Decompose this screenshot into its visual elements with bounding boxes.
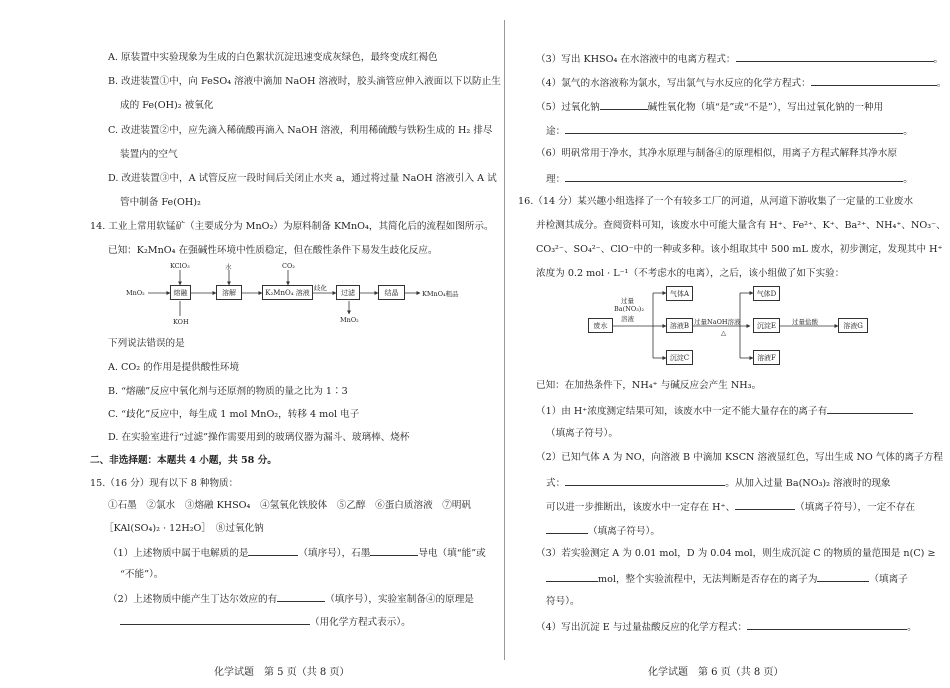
q16-part2-line4: （填离子符号）。 [546, 523, 660, 538]
q16-part1-line1: （1）由 H⁺浓度测定结果可知，该废水中一定不能大量存在的离子有 [536, 403, 913, 418]
flow-waste-box: 废水 [588, 318, 613, 333]
q13-option-a: A. 原装置中实验现象为生成的白色絮状沉淀迅速变成灰绿色，最终变成红褐色 [108, 52, 438, 63]
q16-stem-line3: CO₃²⁻、SO₄²⁻、ClO⁻中的一种或多种。该小组取其中 500 mL 废水，初步测定，发现其中 H⁺ [536, 244, 943, 255]
flow-heat-label: △ [721, 329, 726, 337]
q16-known: 已知：在加热条件下，NH₄⁺ 与碱反应会产生 NH₃。 [536, 380, 762, 391]
q16-part3-line2: mol，整个实验流程中，无法判断是否存在的离子为 （填离子 [546, 571, 908, 586]
answer-blank[interactable] [827, 403, 913, 414]
q15-stem: 15.（16 分）现有以下 8 种物质： [90, 478, 239, 489]
flow-precipitate-c-box: 沉淀C [666, 350, 693, 365]
q16-part1-line2: （填离子符号）。 [546, 428, 618, 439]
q15-part1-line1: （1）上述物质中属于电解质的是 （填序号），石墨 导电（填“能”或 [108, 545, 486, 560]
q13-option-c-line1: C. 改进装置②中，应先滴入稀硫酸再滴入 NaOH 溶液，利用稀硫酸与铁粉生成的 H₂ 排尽 [108, 125, 493, 136]
q13-option-c-line2: 装置内的空气 [120, 149, 178, 160]
q15-part5-line1: （5）过氧化钠 碱性氧化物（填“是”或“不是”），写出过氧化钠的一种用 [536, 99, 883, 114]
q14-stem-line1: 14. 工业上常用软锰矿（主要成分为 MnO₂）为原料制备 KMnO₄，其简化后的流程如图所示。 [90, 221, 494, 232]
flow-naoh-label: 过量NaOH溶液 [694, 318, 741, 326]
q14-option-a: A. CO₂ 的作用是提供酸性环境 [108, 362, 240, 373]
flow-k2mno4-box: K₂MnO₄ 溶液 [262, 285, 313, 300]
q13-option-d-line2: 管中制备 Fe(OH)₂ [120, 197, 201, 208]
q14-option-c: C. “歧化”反应中，每生成 1 mol MnO₂，转移 4 mol 电子 [108, 409, 360, 420]
flow-solution-g-box: 溶液G [838, 318, 868, 333]
q16-stem-line2: 并检测其成分。查阅资料可知，该废水中可能大量含有 H⁺、Fe²⁺、K⁺、Ba²⁺、NH₄⁺、NO₃⁻、 [536, 220, 946, 231]
q15-list-line2: ［KAl(SO₄)₂ · 12H₂O］ ⑧过氧化钠 [104, 523, 264, 534]
flow-product-label: KMnO₄粗品 [422, 290, 459, 298]
q16-part2-line2: 式： 。从加入过量 Ba(NO₃)₂ 溶液时的现象 [546, 475, 891, 490]
q15-part1-line2: “不能”）。 [120, 569, 164, 580]
q13-option-b-line2: 成的 Fe(OH)₂ 被氧化 [120, 100, 214, 111]
q13-option-b-line1: B. 改进装置①中，向 FeSO₄ 溶液中滴加 NaOH 溶液时，胶头滴管应伸入液面以下以防止生 [108, 76, 501, 87]
section-2-heading: 二、非选择题：本题共 4 小题，共 58 分。 [90, 455, 277, 466]
q15-part5-line2: 途： 。 [546, 123, 913, 138]
flow-kclo3-label: KClO₃ [170, 262, 190, 270]
q14-stem-line2: 已知：K₂MnO₄ 在强碱性环境中性质稳定，但在酸性条件下易发生歧化反应。 [108, 245, 438, 256]
q13-option-d-line1: D. 改进装置③中，A 试管反应一段时间后关闭止水夹 a，通过将过量 NaOH 溶液引入 A 试 [108, 173, 497, 184]
page-divider [504, 20, 505, 660]
answer-blank[interactable] [565, 475, 725, 486]
right-page [508, 0, 950, 688]
flow-water-label: 水 [225, 263, 232, 271]
q16-part3-line1: （3）若实验测定 A 为 0.01 mol，D 为 0.04 mol，则生成沉淀 C 的物质的量范围是 n(C) ≥ [536, 548, 936, 559]
answer-blank[interactable] [735, 499, 795, 510]
q16-part2-line3: 可以进一步推断出，该废水中一定存在 H⁺、 （填离子符号），一定不存在 [546, 499, 915, 514]
q16-stem-line1: 16.（14 分）某兴趣小组选择了一个有较多工厂的河道，从河道下游收集了一定量的工业废水 [518, 196, 914, 207]
answer-blank[interactable] [546, 571, 598, 582]
q15-part2-line2: （用化学方程式表示）。 [120, 614, 411, 629]
q16-part4: （4）写出沉淀 E 与过量盐酸反应的化学方程式： 。 [536, 619, 917, 634]
answer-blank[interactable] [370, 545, 418, 556]
flow-koh-label: KOH [173, 318, 189, 326]
answer-blank[interactable] [120, 614, 310, 625]
flow-melt-box: 熔融 [170, 285, 191, 300]
flow-disprop-label: 歧化 [314, 284, 327, 292]
q15-part4: （4）氯气的水溶液称为氯水，写出氯气与水反应的化学方程式： 。 [536, 75, 946, 90]
flow-reagent-solution: 溶液 [621, 315, 634, 323]
q15-list-line1: ①石墨 ②氯水 ③熔融 KHSO₄ ④氢氧化铁胶体 ⑤乙醇 ⑥蛋白质溶液 ⑦明矾 [108, 500, 472, 511]
answer-blank[interactable] [248, 545, 298, 556]
q14-option-b: B. “熔融”反应中氧化剂与还原剂的物质的量之比为 1∶3 [108, 386, 348, 397]
answer-blank[interactable] [277, 591, 325, 602]
q16-part3-line3: 符号）。 [546, 596, 580, 607]
q15-part3: （3）写出 KHSO₄ 在水溶液中的电离方程式： 。 [536, 51, 943, 66]
flow-crystal-box: 结晶 [378, 285, 405, 300]
flow-reagent-bano3: Ba(NO₃)₂ [614, 305, 644, 313]
flow-gas-d-box: 气体D [753, 286, 780, 301]
right-page-footer: 化学试题 第 6 页（共 8 页） [648, 667, 784, 678]
q16-stem-line4: 浓度为 0.2 mol · L⁻¹（不考虑水的电离），之后，该小组做了如下实验： [536, 268, 845, 279]
answer-blank[interactable] [747, 619, 907, 630]
flow-hcl-label: 过量盐酸 [792, 318, 818, 326]
flow-precipitate-e-box: 沉淀E [753, 318, 780, 333]
q14-option-d: D. 在实验室进行“过滤”操作需要用到的玻璃仪器为漏斗、玻璃棒、烧杯 [108, 432, 410, 443]
flow-filter-box: 过滤 [336, 285, 360, 300]
flow-solution-f-box: 溶液F [753, 350, 780, 365]
q14-ask: 下列说法错误的是 [108, 338, 185, 349]
flow-dissolve-box: 溶解 [216, 285, 242, 300]
q15-part6-line1: （6）明矾常用于净水，其净水原理与制备④的原理相似，用离子方程式解释其净水原 [536, 148, 898, 159]
answer-blank[interactable] [817, 571, 869, 582]
flow-mno2-input: MnO₂ [126, 289, 145, 297]
flow-gas-a-box: 气体A [666, 286, 693, 301]
flow-reagent-excess: 过量 [621, 297, 634, 305]
flow-mno2-output: MnO₂ [340, 316, 359, 324]
left-page-footer: 化学试题 第 5 页（共 8 页） [214, 667, 350, 678]
answer-blank[interactable] [546, 523, 588, 534]
q15-part2-line1: （2）上述物质中能产生丁达尔效应的有 （填序号），实验室制备④的原理是 [108, 591, 474, 606]
q15-part6-line2: 理： 。 [546, 171, 913, 186]
flow-co2-label: CO₂ [282, 262, 295, 270]
q16-part2-line1: （2）已知气体 A 为 NO，向溶液 B 中滴加 KSCN 溶液显红色，写出生成 NO 气体的离子方程 [536, 452, 943, 463]
flow-solution-b-box: 溶液B [666, 318, 693, 333]
